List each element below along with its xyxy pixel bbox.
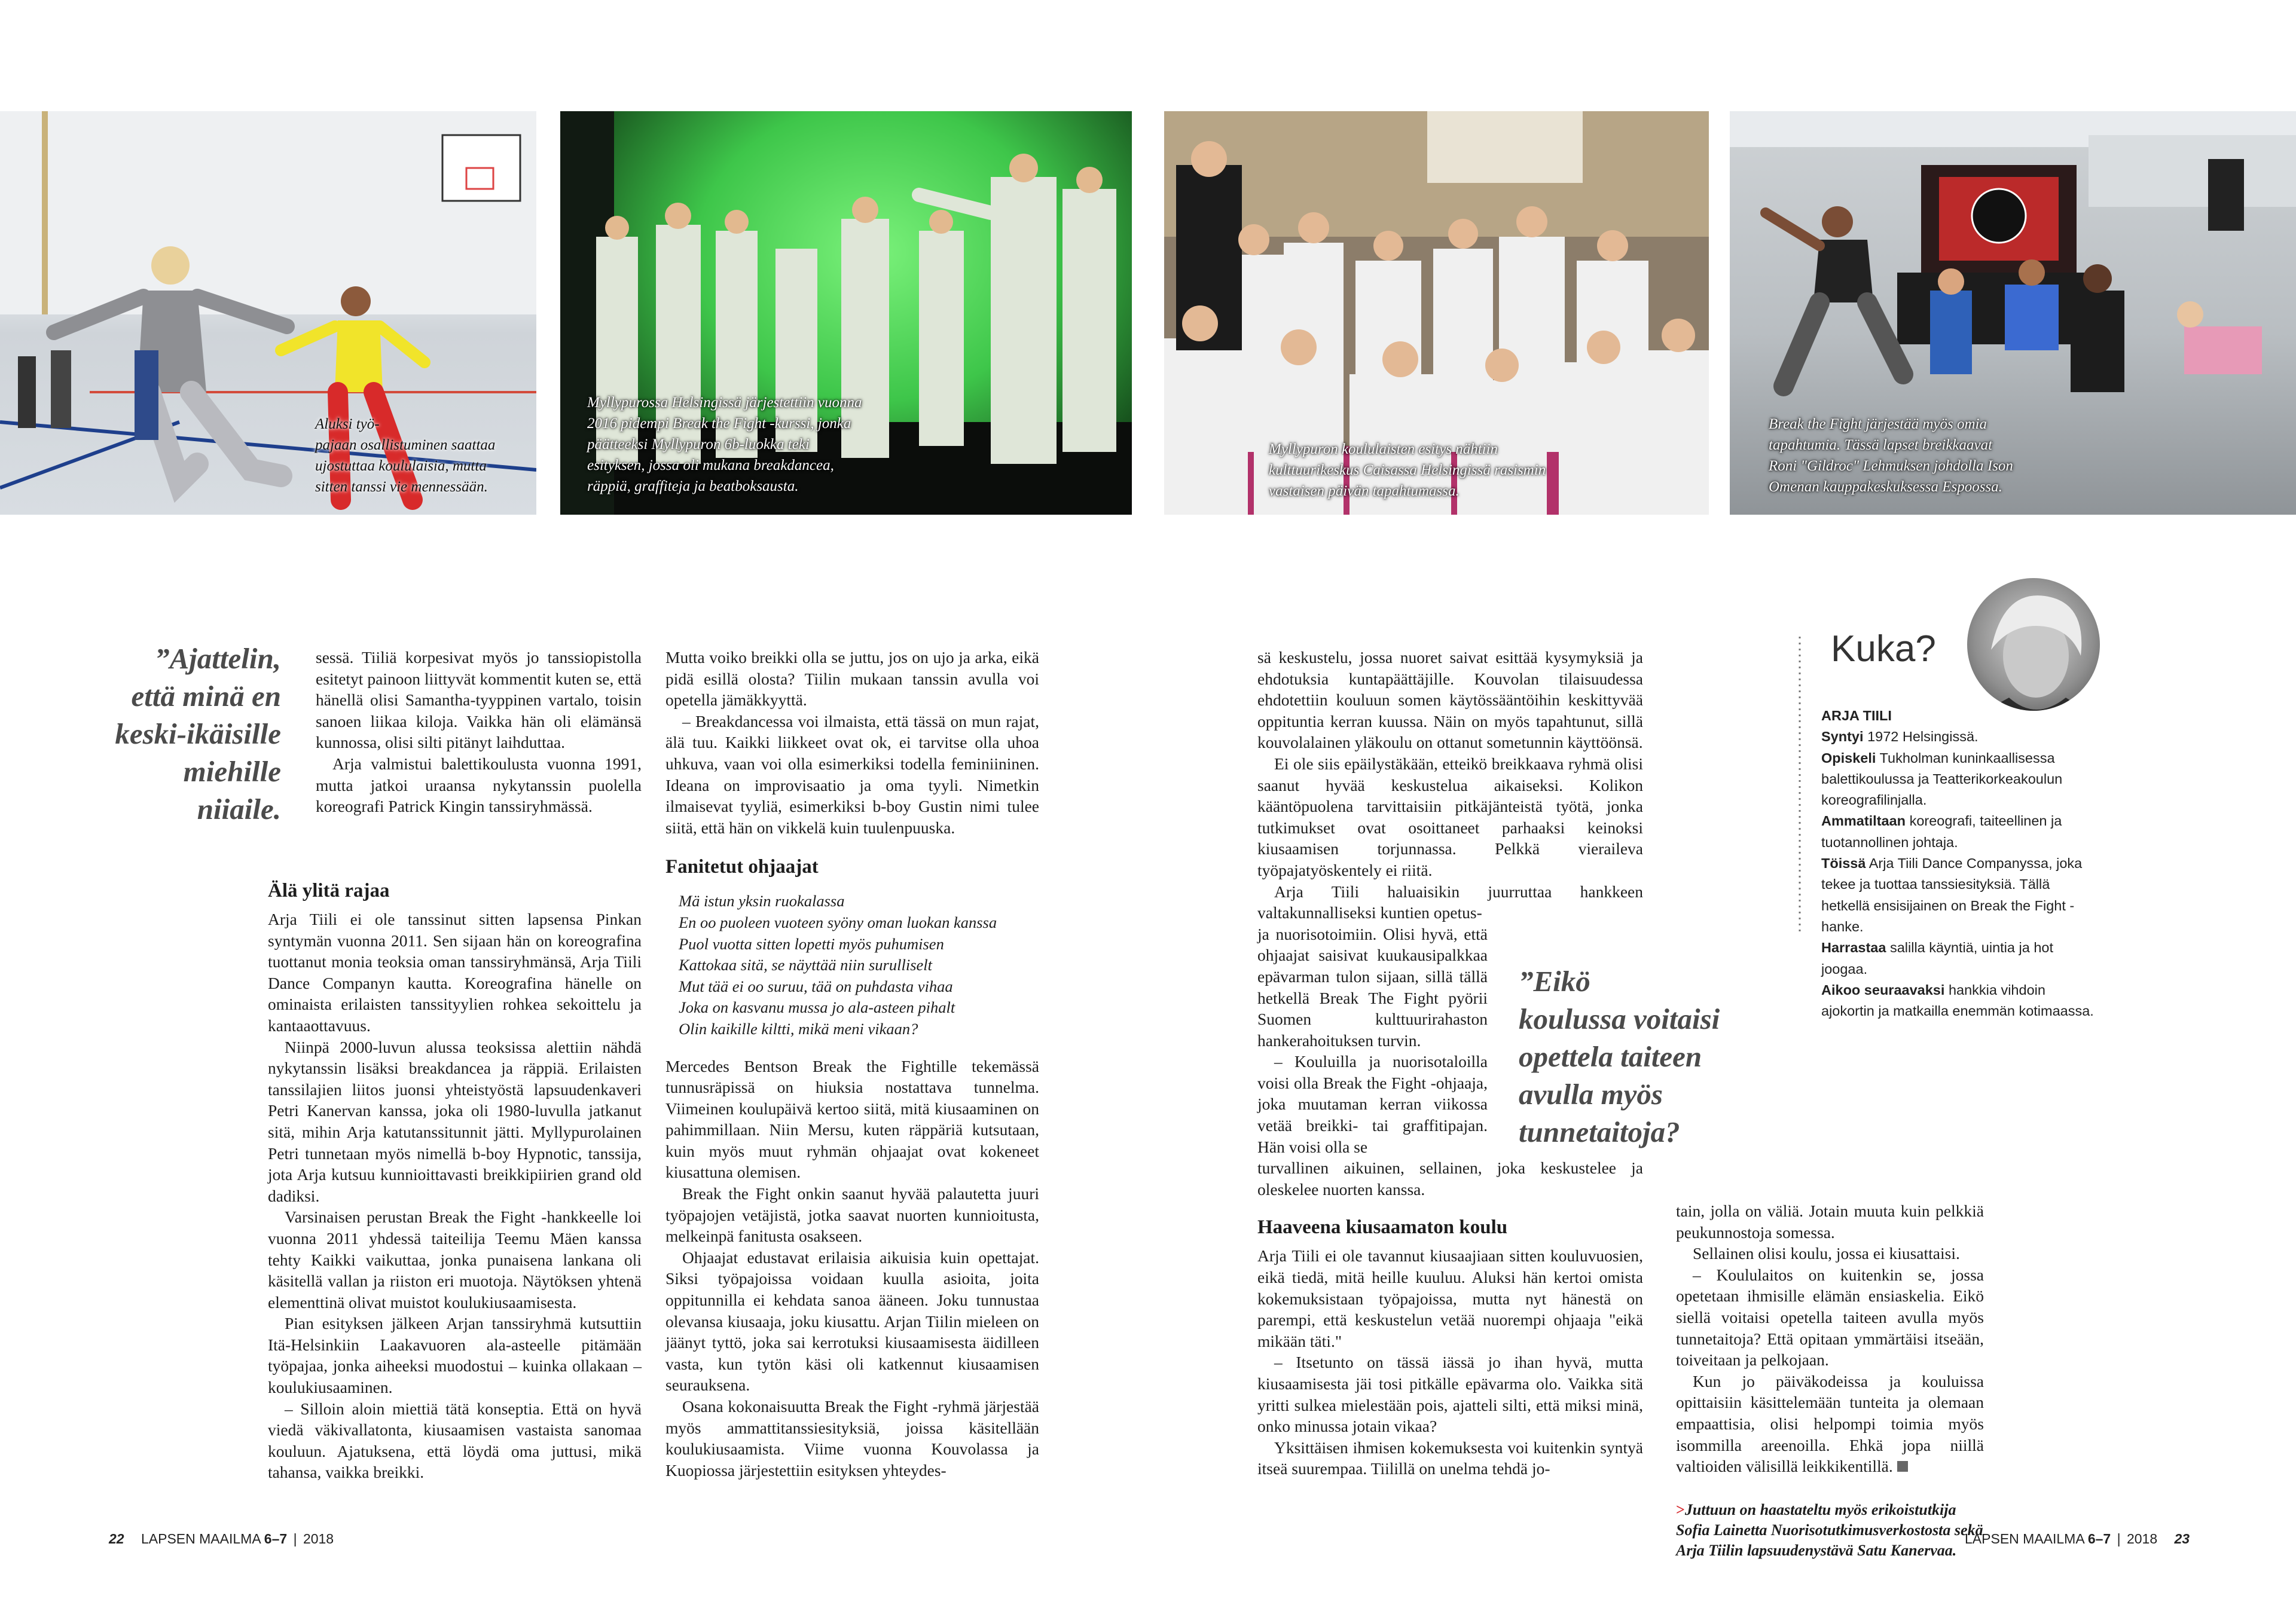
year: 2018 bbox=[303, 1531, 334, 1546]
sidebar-row: Opiskeli Tukholman kuninkaallisessa balettikoulussa ja Teatterikorkeakoulun koreografilinjalla. bbox=[1821, 750, 2063, 808]
portrait-photo bbox=[1967, 578, 2100, 711]
issue-number: 6–7 bbox=[264, 1531, 288, 1546]
paragraph: Kun jo päiväkodeissa ja kouluissa opittaisiin käsittelemään tunteita ja olemaan empaattisia, olisi helpompi toimia myös isommilla areenoilla. Ehkä jopa niillä valtioiden välisillä leikkikentillä. bbox=[1676, 1371, 1984, 1476]
paragraph: sä keskustelu, jossa nuoret saivat esittää kysymyksiä ja ehdotuksia kuntapäättäjille. Kouvolan tilaisuudessa ehdotettiin kouluun somen käytössääntöihin keskittyvää oppituntia kerran kuussa. Näin on myös tapahtunut, sillä kouvolalainen yläkoulu on ottanut sometunnin käyttöönsä. bbox=[1257, 648, 1643, 752]
paragraph: Varsinaisen perustan Break the Fight -hankkeelle loi vuonna 2011 yhdessä taiteilija Teemu Mäen kanssa tehty Kaikki vaikuttaa, jonka punaisena lankana oli käsitellä vallan ja riiston eri muotoja. Näytöksen yhtenä elementtinä olivat muistot koulukiusaamisesta. bbox=[268, 1208, 642, 1312]
note-arrow-icon: > bbox=[1676, 1500, 1685, 1518]
page-number-left: 22 bbox=[109, 1531, 124, 1546]
narrow-wrap-block bbox=[1257, 924, 1488, 1158]
rap-lyrics: Mä istun yksin ruokalassa En oo puoleen vuoteen syöny oman luokan kanssa Puol vuotta sitten lopetti myös puhumisen Kattokaa sitä, se näyttää niin surulliselt Mut tää ei oo suruu, tää on puhdasta vihaa Joka on kasvanu mussa jo ala-asteen pihalt Olin kaikille kiltti, mikä meni vikaan? bbox=[679, 892, 997, 1038]
column-5 bbox=[1676, 1200, 1984, 1561]
photo-mall bbox=[1730, 111, 2296, 515]
end-mark-icon bbox=[1897, 1461, 1908, 1472]
paragraph: Niinpä 2000-luvun alussa teoksissa alettiin nähdä nykytanssin lisäksi breakdancea ja räppiä. Erilaisten tanssilajien liitos juonsi yhteistyöstä lapsuudenkaveri Petri Kanervan kanssa, joka oli 1980-luvulla jatkanut sitä, mihin Arja katutanssitunnit jätti. Myllypurolainen Petri tunnetaan myös nimellä b-boy Hypnotic, tanssija, jota Arja kutsuu kunnioittavasti breikkipiirien grand old dadiksi. bbox=[268, 1037, 642, 1205]
column-3 bbox=[665, 647, 1039, 1481]
photo-group bbox=[1164, 111, 1709, 515]
photo-caption-1: Aluksi työ- pajaan osallistuminen saattaa ujostuttaa koululaisia, mutta sitten tanssi vie mennessään. bbox=[315, 416, 496, 495]
portrait-face bbox=[1967, 578, 2100, 711]
dotted-divider bbox=[1794, 637, 1806, 936]
paragraph: Pian esityksen jälkeen Arjan tanssiryhmä kutsuttiin Itä-Helsinkiin Laakavuoren ala-asteelle pitämään työpajaa, jonka aiheeksi muodostui – kuinka ollakaan – koulukiusaaminen. bbox=[268, 1314, 642, 1397]
column-1 bbox=[316, 647, 642, 817]
subheading: Älä ylitä rajaa bbox=[268, 880, 390, 901]
photo-caption-4: Break the Fight järjestää myös omia tapahtumia. Tässä lapset breikkaavat Roni "Gildroc" Lehmuksen johdolla Ison Omenan kauppakeskuksessa Espoossa. bbox=[1769, 416, 2013, 495]
paragraph: turvallinen aikuinen, sellainen, joka keskustelee ja oleskelee nuorten kanssa. bbox=[1257, 1159, 1643, 1199]
paragraph: Mutta voiko breikki olla se juttu, jos on ujo ja arka, eikä pidä esillä olosta? Tiilin mukaan tanssin avulla voi opetella jämäkkyyttä. bbox=[665, 648, 1039, 710]
page-number-right: 23 bbox=[2174, 1531, 2190, 1546]
paragraph: Arja Tiili haluaisikin juurruttaa hankkeen valtakunnalliseksi kuntien opetus- bbox=[1257, 882, 1643, 922]
sidebar-row: Syntyi 1972 Helsingissä. bbox=[1821, 729, 1979, 745]
paragraph: Arja Tiili ei ole tanssinut sitten lapsensa Pinkan syntymän vuonna 2011. Sen sijaan hän on koreografina tuottanut monia teoksia oman tanssiryhmänsä, Arja Tiili Dance Companyn kautta. Koreografina hänelle on ominaista erilaisten tanssityylien rohkea sekoittelu ja kantaaottavuus. bbox=[268, 910, 642, 1035]
year: 2018 bbox=[2126, 1531, 2158, 1546]
photo-caption-2: Myllypurossa Helsingissä järjestettiin vuonna 2016 pidempi Break the Fight -kurssi, jonka päätteeksi Myllypuron 6b-luokka teki esityksen, jossa oli mukana breakdancea, räppiä, graffiteja ja beatboksausta. bbox=[587, 395, 862, 494]
paragraph: Break the Fight onkin saanut hyvää palautetta juuri työpajojen vetäjistä, jotka saavat nuorten kunnioitusta, melkeinpä fanitusta osakseen. bbox=[665, 1184, 1039, 1246]
footer-right: LAPSEN MAAILMA 6–7 | 2018 23 bbox=[1965, 1531, 2190, 1546]
subheading: Haaveena kiusaamaton koulu bbox=[1257, 1217, 1508, 1239]
magazine-name: LAPSEN MAAILMA bbox=[141, 1531, 261, 1546]
paragraph: Osana kokonaisuutta Break the Fight -ryhmä järjestää myös ammattitanssiesityksiä, joissa käsitellään koulukiusaamista. Viime vuonna Kouvolassa ja Kuopiossa järjestettiin esityksen yhteydes- bbox=[665, 1397, 1039, 1480]
paragraph: – Silloin aloin miettiä tätä konseptia. Että on hyvä viedä väkivallatonta, kiusaamisen vastaista sanomaa kouluun. Ajatuksena, että löydä oma juttusi, mikä tahansa, vaikka breikki. bbox=[268, 1399, 642, 1482]
sidebar-row: Töissä Arja Tiili Dance Companyssa, joka tekee ja tuottaa tanssiesityksiä. Tällä hetkellä ensisijainen on Break the Fight -hanke. bbox=[1821, 855, 2083, 934]
paragraph: – Itsetunto on tässä iässä jo ihan hyvä, mutta kiusaamisesta jäi tosi pitkälle epävarma olo. Vaikka sitä yritti sulkea mielestään pois, ajatteli silti, että miksi minä, onko minussa jotain vikaa? bbox=[1257, 1353, 1643, 1436]
paragraph: Arja Tiili ei ole tavannut kiusaajiaan sitten kouluvuosien, eikä tiedä, mitä heille kuuluu. Aluksi hän kertoi omista kokemuksistaan työpajoissa, mutta nyt hänestä on parempi, että keskustelun vetää nuorempi ohjaaja "eikä mikään täti." bbox=[1257, 1246, 1643, 1350]
pull-quote-left: ”Ajattelin, että minä en keski-ikäisille miehille niiaile. bbox=[115, 642, 281, 826]
footer-left: 22 LAPSEN MAAILMA 6–7 | 2018 bbox=[109, 1531, 334, 1546]
paragraph: Mercedes Bentson Break the Fightille tekemässä tunnusräpissä on hiuksia nostattava tunnelma. Viimeinen koulupäivä kertoo siitä, mitä kiusaaminen on pahimmillaan. Niin Mersu, kuten räppäriä kutsutaan, kuin myös muut ryhmän ohjaajat ovat kokeneet kiusattuna olemisen. bbox=[665, 1056, 1039, 1182]
paragraph: – Kouluilla ja nuorisotaloilla voisi olla Break the Fight -ohjaaja, joka muutaman kerran viikossa vetää breikki- tai graffitipajan. Hän voisi olla se bbox=[1257, 1052, 1488, 1156]
paragraph: – Breakdancessa voi ilmaista, että tässä on mun rajat, älä tuu. Kaikki liikkeet ovat ok, ei tarvitse olla uhoa uhkuva, vaan voi olla esimerkiksi todella feminiininen. Ideana on improvisaatio ja oma tyyli. Nimetkin ilmaisevat tyyliä, esimerkiksi b-boy Gustin nimi tulee siitä, että hän on vikkelä kuin tuulenpuuska. bbox=[665, 711, 1039, 837]
paragraph: Sellainen olisi koulu, jossa ei kiusattaisi. bbox=[1693, 1244, 1960, 1263]
sidebar-row: Ammatiltaan koreografi, taiteellinen ja tuotannollinen johtaja. bbox=[1821, 813, 2062, 850]
photo-stage bbox=[560, 111, 1132, 515]
paragraph: Arja valmistui balettikoulusta vuonna 1991, mutta jatkoi uraansa nykytanssin puolella koreografi Patrick Kingin tanssiryhmässä. bbox=[316, 754, 642, 816]
sidebar-row: Harrastaa salilla käyntiä, uintia ja hot joogaa. bbox=[1821, 940, 2053, 977]
sidebar-title: Kuka? bbox=[1831, 628, 1936, 670]
paragraph: tain, jolla on väliä. Jotain muuta kuin pelkkiä peukunnostoja somessa. bbox=[1676, 1202, 1984, 1242]
paragraph: ja nuorisotoimiin. Olisi hyvä, että ohjaajat saisivat kuukausipalkkaa epävarman tulon sijaan, sillä tällä hetkellä Break The Fight pyörii Suomen kulttuurirahaston hankerahoituksen turvin. bbox=[1257, 924, 1488, 1050]
paragraph: Ohjaajat edustavat erilaisia aikuisia kuin opettajat. Siksi työpajoissa voidaan kuulla asioita, joita oppitunnilla ei kehdata sanoa ääneen. Joku tunnustaa olevansa kiusaaja, joku kiusattu. Arjan Tiilin mieleen on jäänyt tyttö, joka sai kerrotuksi kiusaamisesta äidilleen vasta, kun tytön käsi oli katkennut kiusaamisen seurauksena. bbox=[665, 1248, 1039, 1395]
sidebar-name: ARJA TIILI bbox=[1821, 708, 1892, 723]
pull-quote-right: ”Eikö koulussa voitaisi opettela taiteen avulla myös tunnetaitoja? bbox=[1519, 965, 1720, 1148]
paragraph: Ei ole siis epäilystäkään, etteikö breikkaava ryhmä olisi saanut hyvää keskustelua aikaiseksi. Kolikon kääntöpuolena tarvittaisiin pitkäjänteistä työtä, jonka tutkimukset ovat osoittaneet parhaaksi keinoksi kiusaamisen torjunnassa. Pelkkä vieraileva työpajatyöskentely ei riitä. bbox=[1257, 754, 1643, 879]
magazine-name: LAPSEN MAAILMA bbox=[1965, 1531, 2084, 1546]
column-4 bbox=[1257, 647, 1643, 1480]
photo-caption-3: Myllypuron koululaisten esitys nähtiin kulttuurikeskus Caisassa Helsingissä rasismin vastaisen päivän tapahtumassa. bbox=[1269, 441, 1546, 499]
paragraph: – Koululaitos on kuitenkin se, jossa opetetaan ihmisille elämän ensiaskelia. Eikö siellä voitaisi opetella taiteen avulla myös tunnetaitoja? Että opitaan ymmärtäisi itseään, toiveitaan ja pelkojaan. bbox=[1676, 1265, 1984, 1370]
sidebar-row: Aikoo seuraavaksi hankkia vihdoin ajokortin ja matkailla enemmän kotimaassa. bbox=[1821, 982, 2094, 1019]
subheading: Fanitetut ohjaajat bbox=[665, 856, 819, 878]
note: >Juttuun on haastateltu myös erikoistutkija Sofia Lainetta Nuorisotutkimusverkostosta sekä Arja Tiilin lapsuudenystävä Satu Kanervaa. bbox=[1676, 1500, 1983, 1559]
paragraph: Yksittäisen ihmisen kokemuksesta voi kuitenkin syntyä itseä suurempaa. Tiilillä on unelma tehdä jo- bbox=[1257, 1438, 1643, 1478]
issue-number: 6–7 bbox=[2087, 1531, 2111, 1546]
column-2 bbox=[268, 868, 642, 1483]
sidebar-kuka bbox=[1821, 628, 2096, 1022]
paragraph: sessä. Tiiliä korpesivat myös jo tanssiopistolla esitetyt painoon liittyvät kommentit kuten se, että hänellä olisi Samantha-tyyppinen vartalo, toisin sanoen liikaa kiloja. Vaikka hän oli elämänsä kunnossa, olisi silti pitänyt laihduttaa. bbox=[316, 648, 642, 752]
photo-gym bbox=[0, 111, 536, 515]
